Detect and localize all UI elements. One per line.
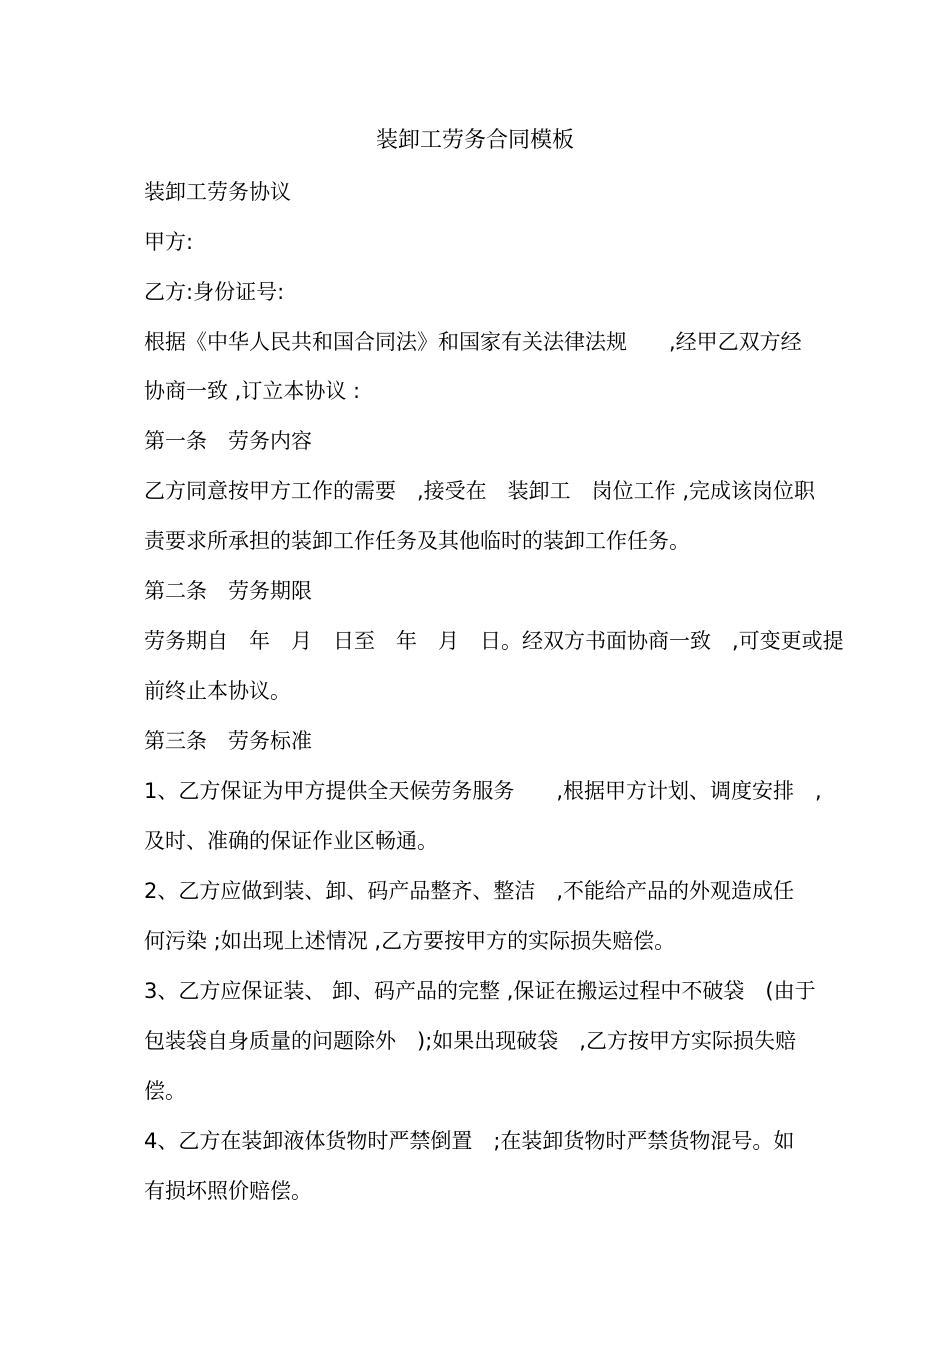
article-1-text-line-1: 乙方同意按甲方工作的需要 ,接受在 装卸工 岗位工作 ,完成该岗位职 — [144, 479, 816, 503]
clause-3-line-2: 包装袋自身质量的问题除外 );如果出现破袋 ,乙方按甲方实际损失赔 — [144, 1029, 796, 1053]
article-1-text-line-2: 责要求所承担的装卸工作任务及其他临时的装卸工作任务。 — [144, 529, 690, 553]
article-3-heading: 第三条 劳务标准 — [144, 729, 312, 753]
article-1-heading: 第一条 劳务内容 — [144, 429, 312, 453]
article-2-text-line-1: 劳务期自 年 月 日至 年 月 日。经双方书面协商一致 ,可变更或提 — [144, 629, 844, 653]
preamble-line-1: 根据《中华人民共和国合同法》和国家有关法律法规 ,经甲乙双方经 — [144, 330, 802, 354]
article-2-heading: 第二条 劳务期限 — [144, 579, 312, 603]
clause-4-line-2: 有损坏照价赔偿。 — [144, 1179, 312, 1203]
agreement-heading: 装卸工劳务协议 — [144, 180, 291, 204]
clause-4-line-1: 4、乙方在装卸液体货物时严禁倒置 ;在装卸货物时严禁货物混号。如 — [144, 1129, 795, 1153]
preamble-line-2: 协商一致 ,订立本协议 : — [144, 379, 361, 403]
clause-1-line-1: 1、乙方保证为甲方提供全天候劳务服务 ,根据甲方计划、调度安排 , — [144, 779, 822, 803]
clause-2-line-2: 何污染 ;如出现上述情况 ,乙方要按甲方的实际损失赔偿。 — [144, 929, 676, 953]
article-2-text-line-2: 前终止本协议。 — [144, 679, 291, 703]
party-b-line: 乙方:身份证号: — [144, 280, 285, 304]
party-a-line: 甲方: — [144, 230, 194, 254]
document-title: 装卸工劳务合同模板 — [375, 128, 574, 153]
clause-1-line-2: 及时、准确的保证作业区畅通。 — [144, 829, 438, 853]
clause-2-line-1: 2、乙方应做到装、卸、码产品整齐、整洁 ,不能给产品的外观造成任 — [144, 879, 795, 903]
clause-3-line-3: 偿。 — [144, 1079, 186, 1103]
clause-3-line-1: 3、乙方应保证装、 卸、码产品的完整 ,保证在搬运过程中不破袋 (由于 — [144, 979, 816, 1003]
